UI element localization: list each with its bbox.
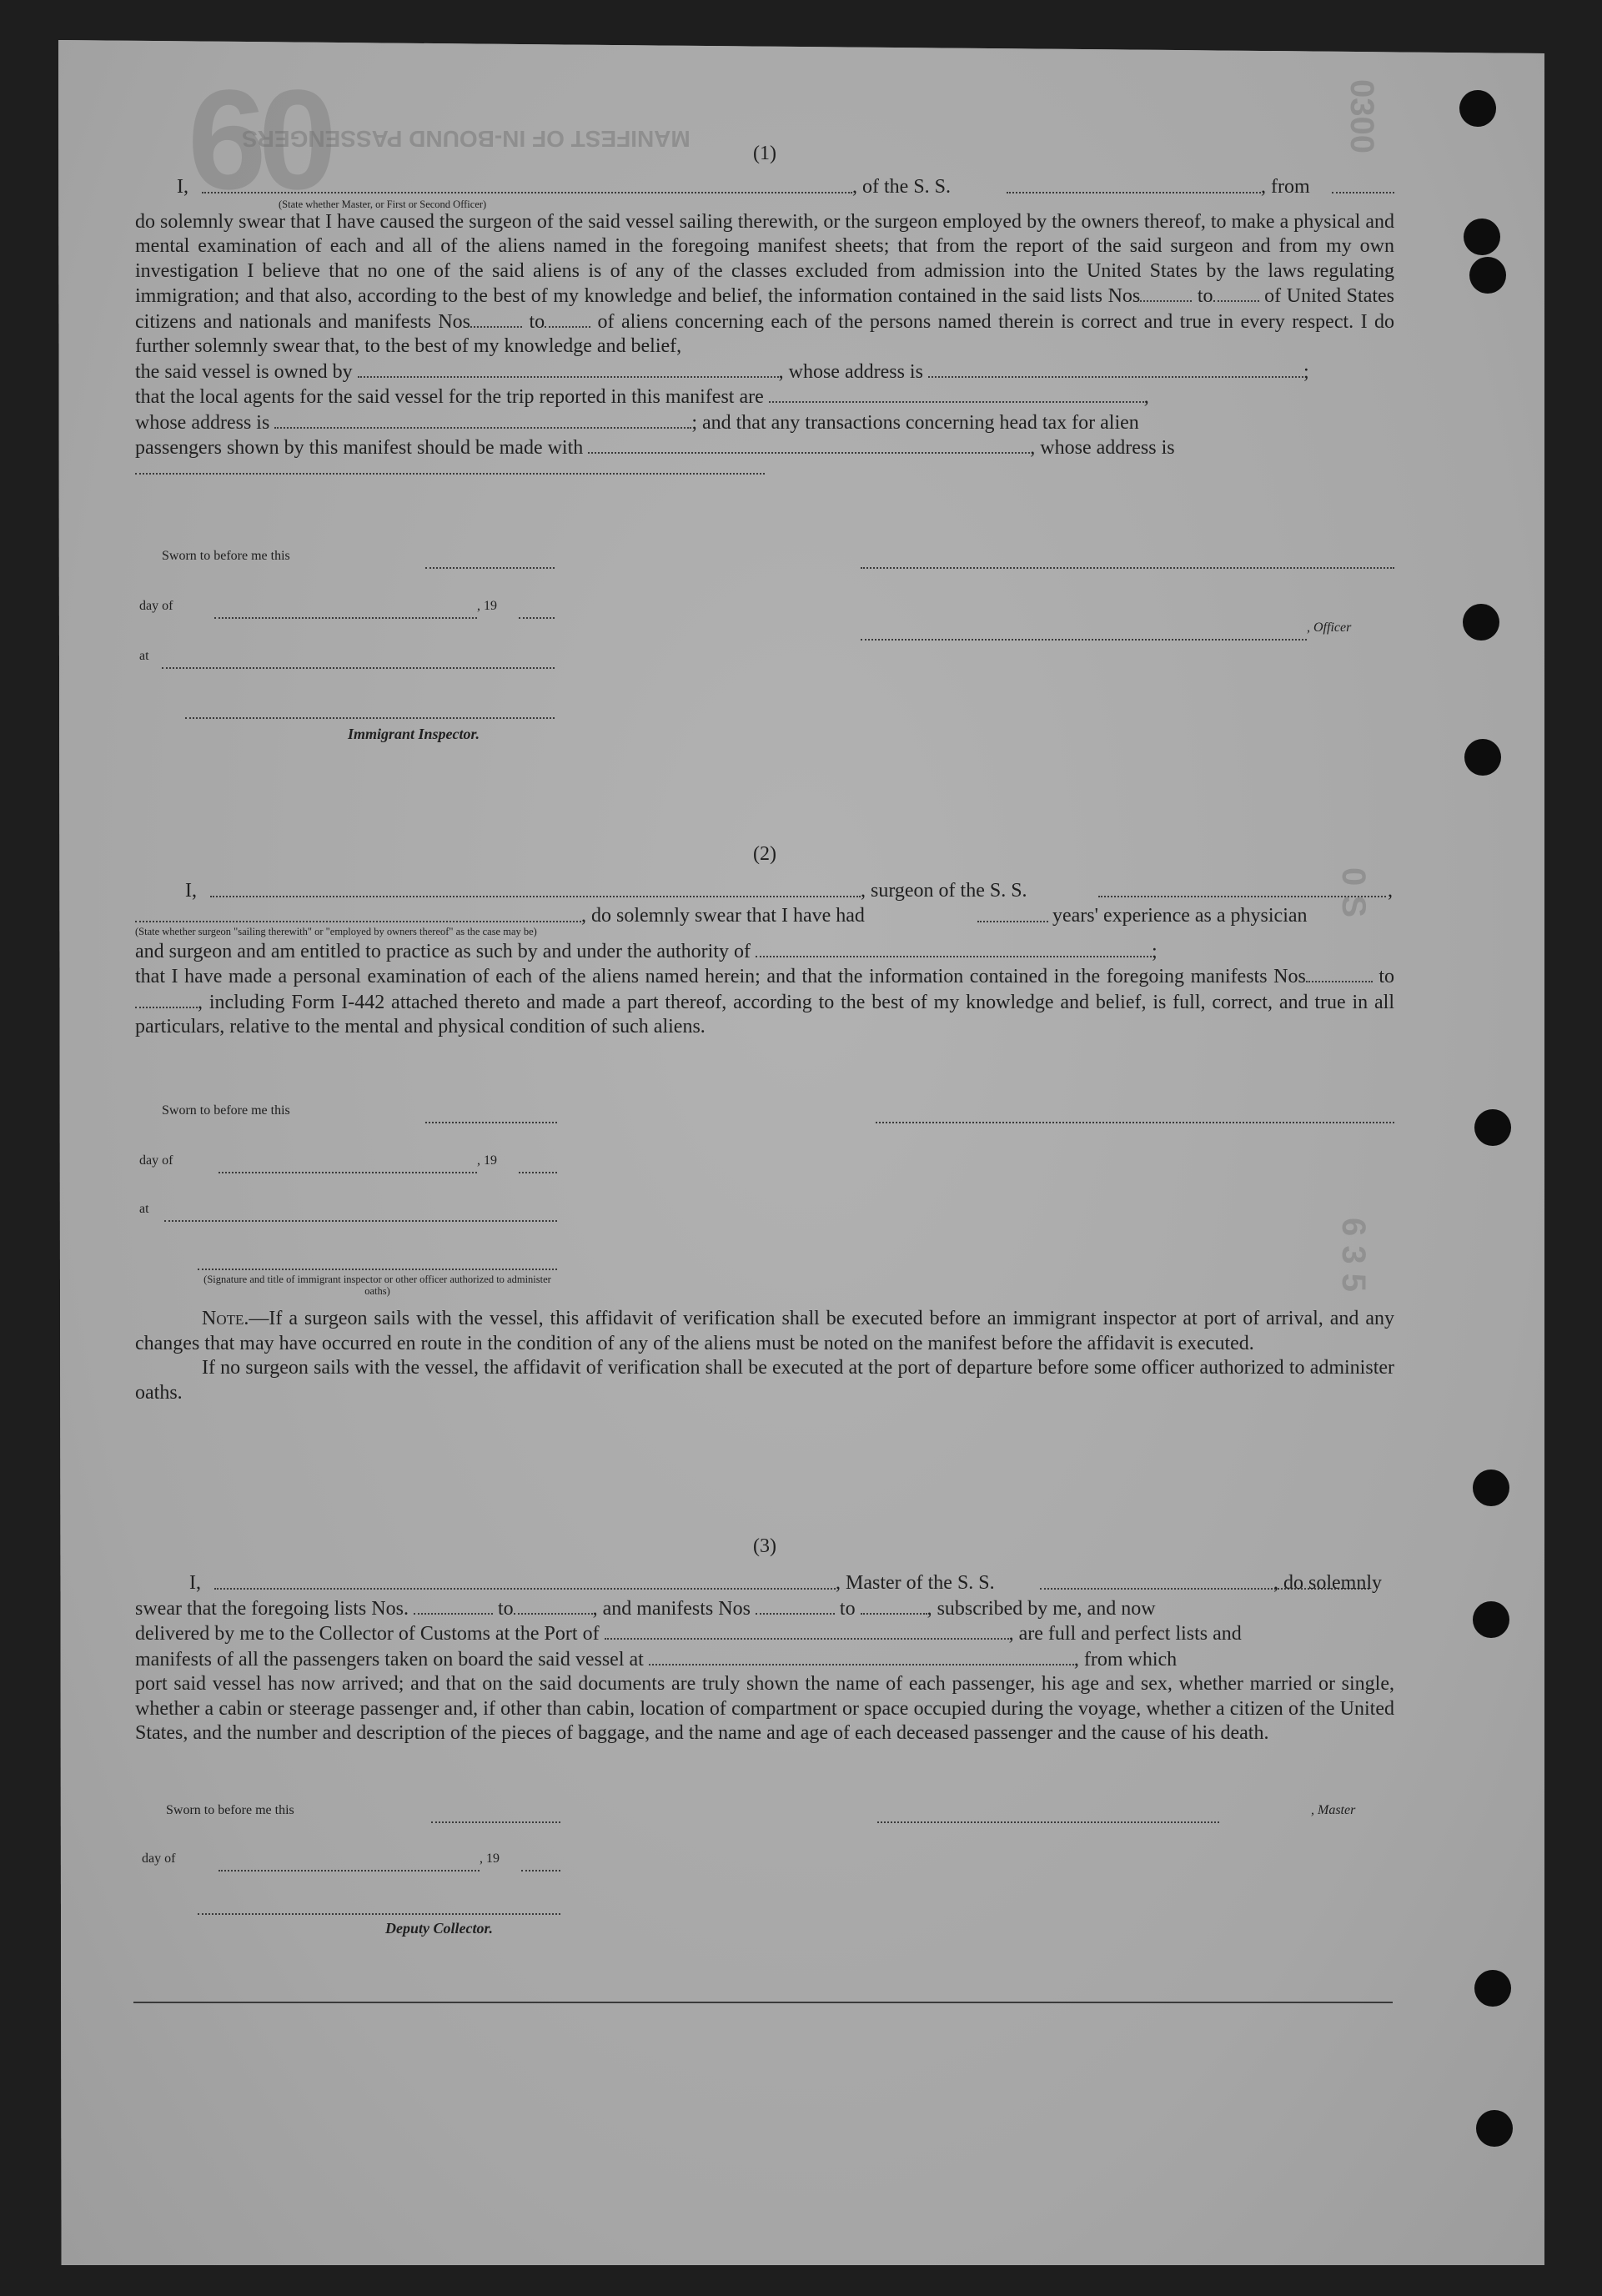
manifests-from-field[interactable]: [470, 309, 522, 328]
officer-signature-field[interactable]: [861, 550, 1394, 569]
body-text: , and manifests Nos: [592, 1597, 751, 1620]
punch-hole: [1459, 90, 1496, 127]
year-field-3[interactable]: [521, 1853, 560, 1871]
surgeon-status-field[interactable]: [135, 904, 581, 922]
section-3: [135, 1535, 1394, 1746]
at-label: at: [139, 1202, 149, 1216]
officer-name-field[interactable]: [202, 175, 852, 193]
day-of-field[interactable]: [214, 600, 477, 619]
bleed-through-side-mark-2: 0 S: [1335, 867, 1372, 918]
body-text: to: [497, 1597, 514, 1620]
body-text: swear that the foregoing lists Nos.: [135, 1597, 409, 1620]
body-text: that I have made a personal examination of each of the aliens named herein; and that the information contained in the foregoing manifests Nos: [135, 966, 1306, 987]
inspector-label: Immigrant Inspector.: [348, 726, 480, 742]
punch-hole: [1463, 604, 1499, 641]
body-text: and surgeon and am entitled to practice as such by and under the authority of: [135, 940, 751, 962]
section-3-boarding-line: [135, 1647, 1394, 1673]
years-experience-field[interactable]: [977, 904, 1048, 922]
agents-address-line: [135, 410, 1394, 436]
body-text: , including Form I-442 attached thereto and made a part thereof, according to the best of my knowledge and belief, is full, correct, and true in all particulars, relative to the mental and physical condition of such aliens.: [135, 991, 1394, 1037]
body-text: to: [529, 310, 545, 333]
master-signature-field[interactable]: [877, 1805, 1219, 1823]
line-label: , surgeon of the S. S.: [861, 879, 1027, 902]
section-1-signatures: [135, 549, 1394, 757]
year-label: , 19: [477, 1153, 497, 1168]
body-text: to: [1379, 966, 1394, 987]
section-2: [135, 842, 1394, 1040]
body-text: ; and that any transactions concerning head tax for alien: [691, 411, 1139, 434]
lists-to-field[interactable]: [1213, 284, 1259, 302]
body-text: of United States citizens and nationals and manifests Nos: [135, 285, 1394, 333]
sworn-label: Sworn to before me this: [166, 1803, 294, 1817]
punch-hole: [1464, 739, 1501, 776]
signature-hint: (Signature and title of immigrant inspector or other officer authorized to administer oaths): [203, 1274, 551, 1297]
punch-hole: [1473, 1601, 1509, 1638]
agents-field[interactable]: [769, 384, 1144, 403]
year-field-2[interactable]: [519, 1155, 557, 1173]
agents-line: that the local agents for the said vessel for the trip reported in this manifest are ,: [135, 386, 1149, 408]
note-label: Note.: [202, 1308, 249, 1329]
year-label: , 19: [477, 599, 497, 613]
sworn-day-field-3[interactable]: [431, 1805, 560, 1823]
administering-officer-signature-field[interactable]: [198, 1252, 557, 1270]
body-text: , are full and perfect lists and: [1008, 1623, 1242, 1645]
day-of-field-3[interactable]: [218, 1853, 480, 1871]
body-text: to: [1197, 285, 1213, 307]
section-1-body: [135, 210, 1394, 359]
note-paragraph-2: If no surgeon sails with the vessel, the affidavit of verification shall be executed at the port of departure before some officer authorized to administer oaths.: [135, 1357, 1394, 1404]
section-2-body: [135, 964, 1394, 1040]
line-label: years' experience as a physician: [1052, 904, 1308, 927]
sworn-label: Sworn to before me this: [162, 549, 290, 563]
vessel-name-field[interactable]: [1007, 175, 1261, 193]
manifests-from-field-2[interactable]: [1306, 964, 1373, 982]
head-tax-party-field[interactable]: [588, 435, 1030, 454]
port-of-boarding-field[interactable]: [649, 1647, 1074, 1665]
authority-line: and surgeon and am entitled to practice as such by and under the authority of ;: [135, 940, 1158, 962]
port-of-arrival-field[interactable]: [605, 1621, 1009, 1640]
body-text: to: [839, 1597, 856, 1620]
line-label: I,: [189, 1571, 201, 1594]
body-text: the said vessel is owned by: [135, 360, 353, 383]
at-place-field[interactable]: [162, 651, 555, 669]
line-label: , do solemnly: [1273, 1571, 1382, 1594]
section-1-number: (1): [753, 143, 776, 164]
section-3-port-line: [135, 1621, 1394, 1647]
sworn-day-field-2[interactable]: [425, 1105, 557, 1123]
owner-address-field[interactable]: [928, 359, 1303, 378]
section-2-number: (2): [753, 843, 776, 865]
punch-hole: [1474, 1970, 1511, 2007]
lists-from-field[interactable]: [1140, 284, 1192, 302]
sworn-day-field[interactable]: [425, 550, 555, 569]
day-of-field-2[interactable]: [218, 1155, 477, 1173]
body-text: that the local agents for the said vessel for the trip reported in this manifest are: [135, 386, 764, 408]
officer-hint: (State whether Master, or First or Second Officer): [279, 198, 487, 210]
deputy-collector-label: Deputy Collector.: [385, 1920, 493, 1937]
section-2-second-line: [135, 904, 1394, 929]
body-text: of aliens concerning each of the persons named therein is correct and true in every respect. I do further solemnly swear that, to the best of my knowledge and belief,: [135, 310, 1394, 357]
day-of-label: day of: [139, 599, 173, 613]
day-of-label: day of: [142, 1851, 176, 1866]
authority-field[interactable]: [756, 939, 1152, 957]
sworn-label: Sworn to before me this: [162, 1103, 290, 1118]
body-text: manifests of all the passengers taken on board the said vessel at: [135, 1648, 644, 1671]
master-name-field[interactable]: [214, 1571, 836, 1590]
surgeon-hint: (State whether surgeon "sailing therewith" or "employed by owners thereof" as the case may be): [135, 925, 537, 937]
surgeon-name-field[interactable]: [210, 879, 861, 897]
owner-line: the said vessel is owned by , whose address is ;: [135, 360, 1309, 383]
section-3-body: port said vessel has now arrived; and that on the said documents are truly shown the name of each passenger, his age and sex, whether married or single, whether a cabin or steerage passenger and, if other than cabin, location of compartment or space occupied during the voyage, whether a citizen of the United States, and the number and description of the pieces of baggage, and the name and age of each deceased passenger and the cause of his death.: [135, 1673, 1394, 1744]
punch-hole: [1474, 1109, 1511, 1146]
at-place-field-2[interactable]: [164, 1203, 557, 1222]
from-port-field[interactable]: [1332, 175, 1394, 193]
punch-hole: [1476, 2110, 1513, 2147]
body-text: , whose address is: [778, 360, 923, 383]
body-text: do solemnly swear that I have caused the surgeon of the said vessel sailing therewith, or the surgeon employed by the owners thereof, to make a physical and mental examination of each and all of the aliens named in the foregoing manifest sheets; that from the report of the said surgeon and from my own investigation I believe that no one of the said aliens is of any of the classes excluded from admission into the United States by the laws regulating immigration; and that also, according to the best of my knowledge and belief, the information contained in the said lists Nos: [135, 210, 1394, 307]
section-3-first-line: [135, 1571, 1394, 1596]
bleed-through-side-mark-3: 6 3 5: [1335, 1218, 1372, 1292]
section-2-first-line: I, , surgeon of the S. S. ,: [135, 879, 1394, 904]
officer-label: , Officer: [1307, 620, 1352, 635]
year-field[interactable]: [519, 600, 555, 619]
section-1-first-line: [135, 175, 1394, 200]
section-2-signatures: [135, 1103, 1394, 1304]
body-text: , whose address is: [1030, 437, 1175, 459]
line-label: , of the S. S.: [852, 175, 952, 198]
section-3-signatures: [135, 1803, 1394, 1953]
bleed-through-side-mark: 0300: [1343, 79, 1380, 153]
section-3-lists-line: [135, 1596, 1394, 1622]
bottom-rule: [133, 2002, 1393, 2003]
line-label: , Master of the S. S.: [836, 1571, 995, 1594]
note-block: [135, 1307, 1394, 1405]
at-label: at: [139, 649, 149, 663]
line-label: I,: [185, 879, 197, 902]
line-label: I,: [177, 175, 188, 198]
surgeon-vessel-field[interactable]: [1098, 879, 1386, 897]
master-label: , Master: [1311, 1803, 1356, 1817]
manifests-to-field[interactable]: [545, 309, 590, 328]
day-of-label: day of: [139, 1153, 173, 1168]
section-3-number: (3): [753, 1535, 776, 1557]
punch-hole: [1464, 219, 1500, 255]
deputy-collector-signature-field[interactable]: [198, 1897, 560, 1915]
head-tax-address-line: [135, 461, 1394, 480]
head-tax-address-field[interactable]: [135, 456, 765, 475]
bleed-through-number: 60: [188, 61, 329, 219]
punch-hole: [1473, 1470, 1509, 1506]
bleed-through-header: MANIFEST OF IN-BOUND PASSENGERS: [242, 126, 691, 152]
section-1: [135, 142, 1394, 480]
body-text: delivered by me to the Collector of Customs at the Port of: [135, 1623, 600, 1645]
agents-address-field[interactable]: [274, 410, 691, 429]
year-label: , 19: [480, 1851, 500, 1866]
lists-to-field-3[interactable]: [514, 1596, 593, 1615]
lists-from-field-3[interactable]: [414, 1596, 493, 1615]
officer-line-field[interactable]: [861, 622, 1307, 641]
manifests-to-field-3[interactable]: [861, 1596, 927, 1615]
manifests-to-field-2[interactable]: [135, 990, 198, 1008]
note-text: —If a surgeon sails with the vessel, this affidavit of verification shall be executed before an immigrant inspector at port of arrival, and any changes that may have occurred en route in the condition of any of the aliens must be noted on the manifest before the affidavit is executed.: [135, 1308, 1394, 1354]
punch-hole: [1469, 257, 1506, 294]
surgeon-signature-field[interactable]: [876, 1105, 1394, 1123]
line-label: , from: [1261, 175, 1310, 198]
body-text: , from which: [1073, 1648, 1178, 1671]
inspector-signature-field[interactable]: [185, 701, 555, 719]
line-label: , do solemnly swear that I have had: [581, 904, 865, 927]
note-paragraph-1: [135, 1307, 1394, 1356]
body-text: whose address is: [135, 411, 270, 434]
manifests-from-field-3[interactable]: [756, 1596, 835, 1615]
body-text: , subscribed by me, and now: [927, 1597, 1156, 1620]
body-text: passengers shown by this manifest should be made with: [135, 437, 584, 459]
owner-field[interactable]: [358, 359, 779, 378]
